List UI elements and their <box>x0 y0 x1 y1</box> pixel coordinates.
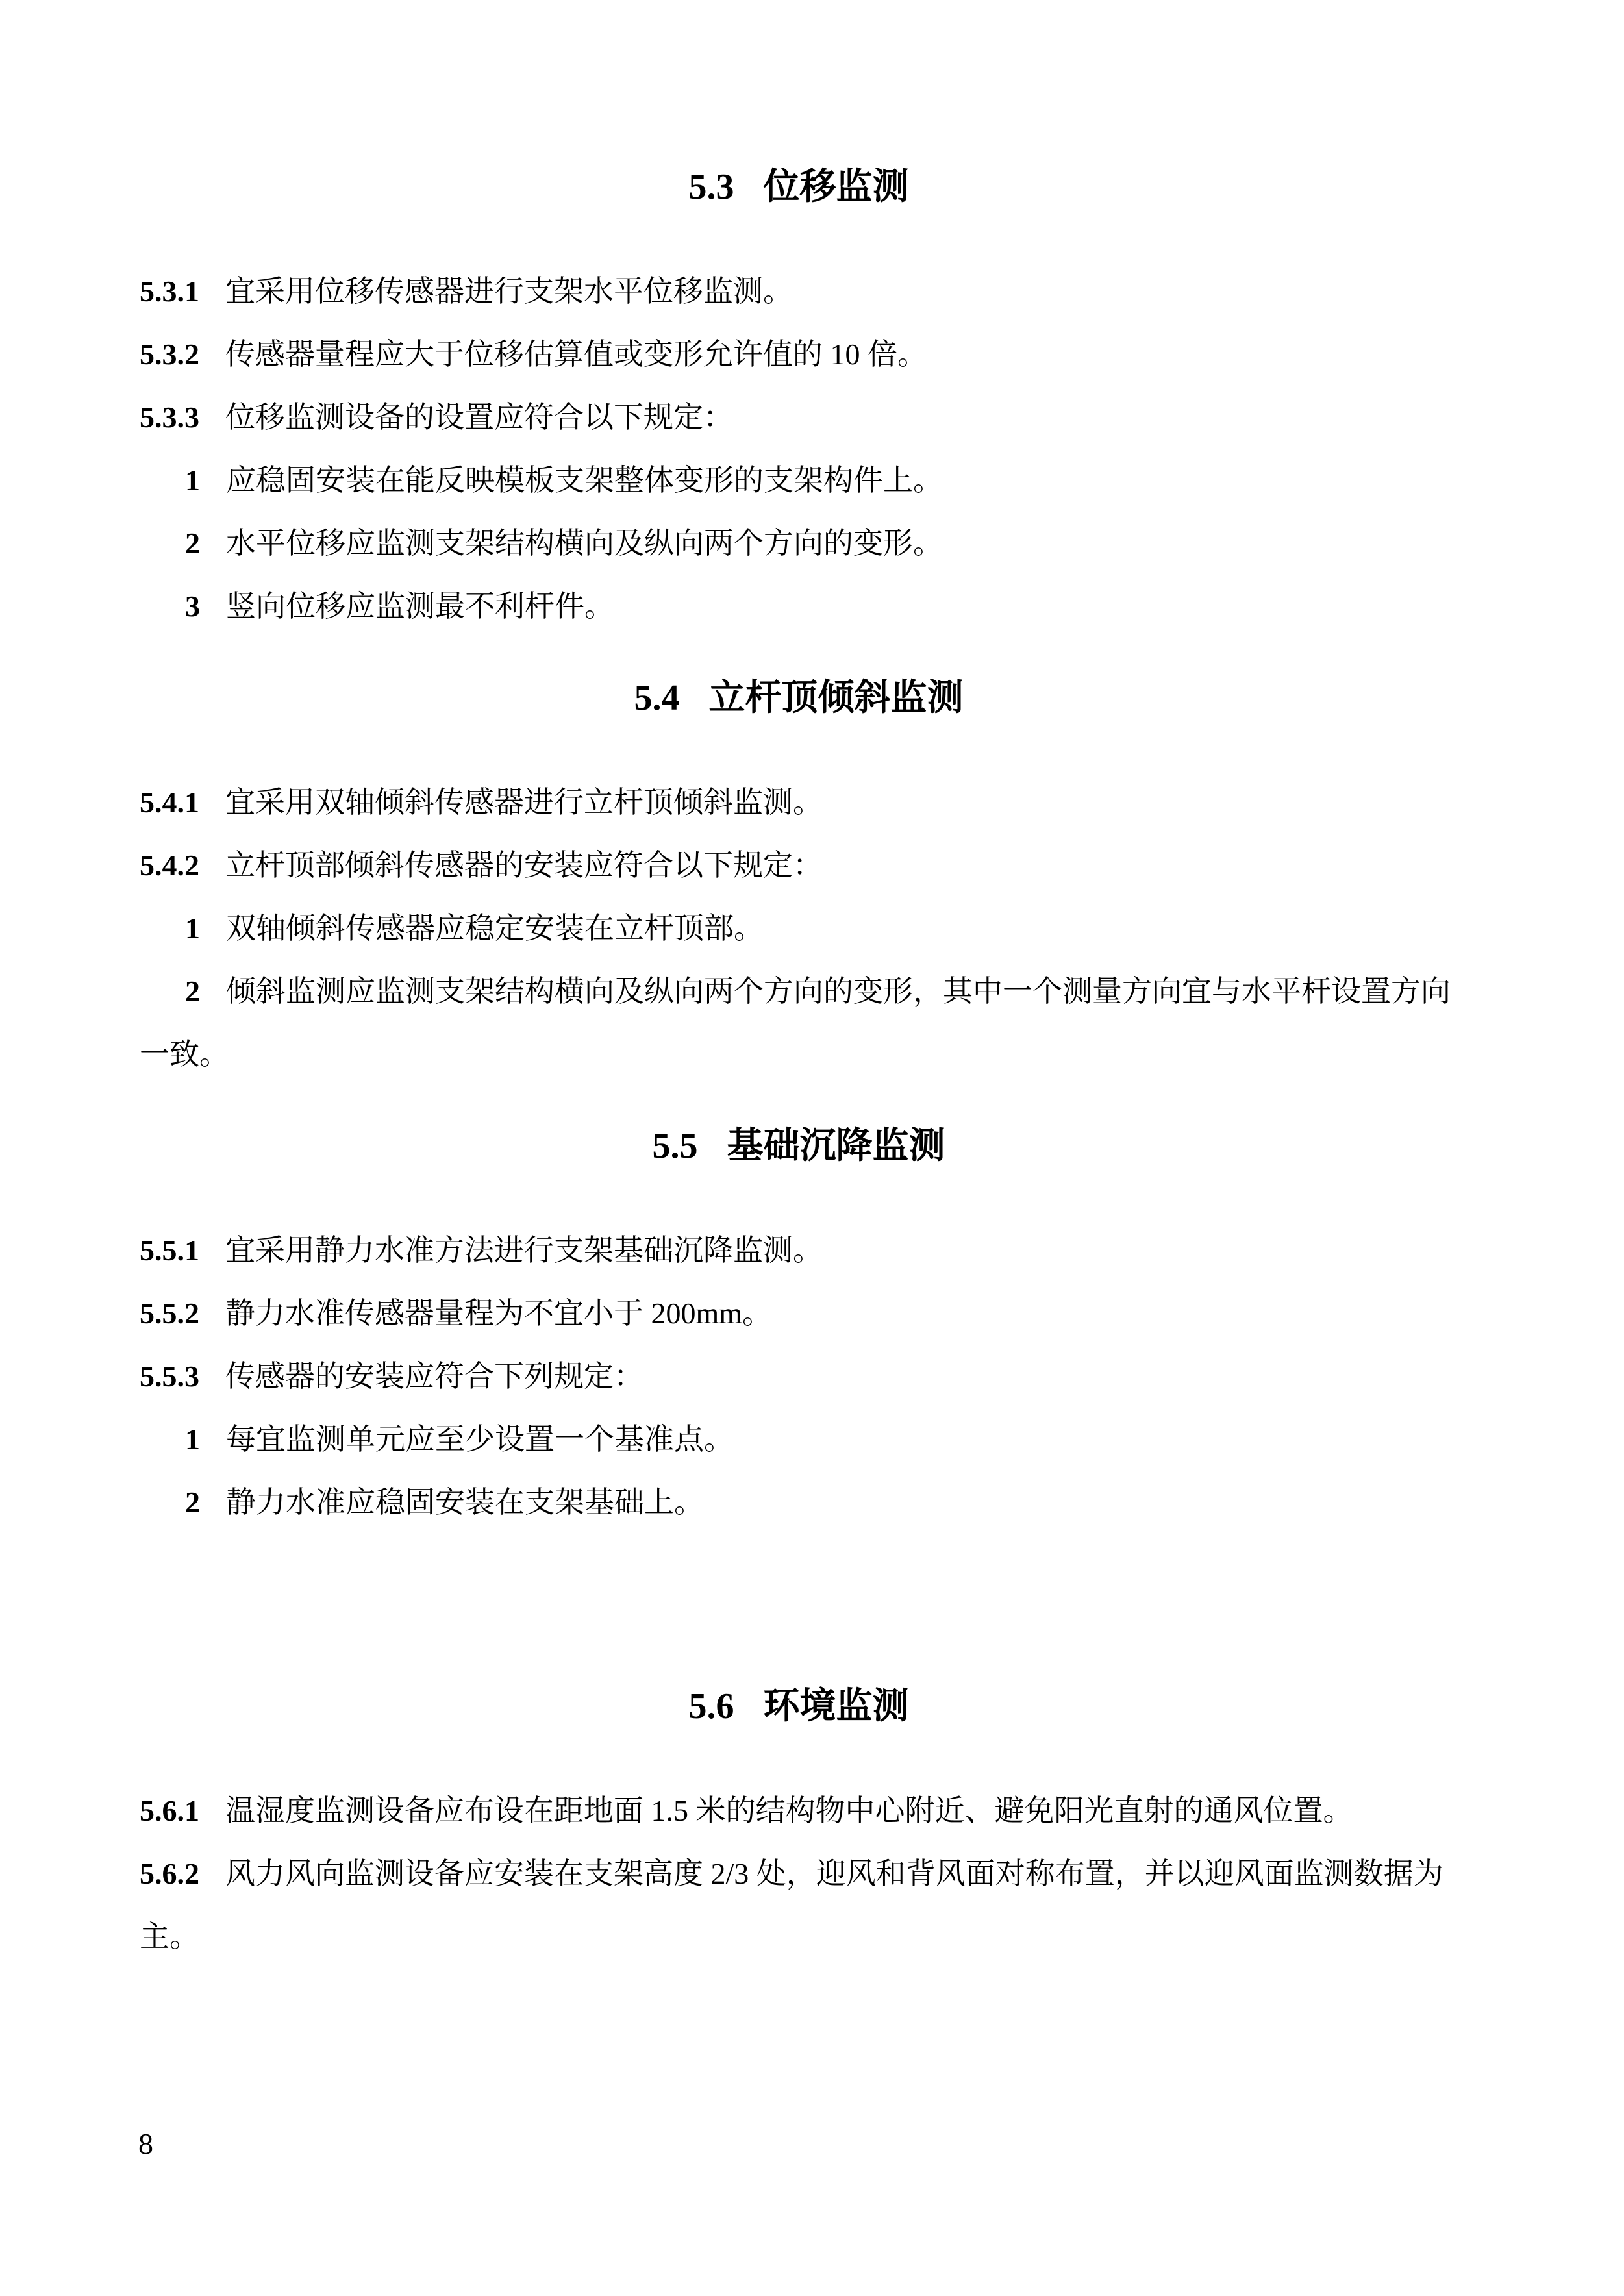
sub-item-text: 竖向位移应监测最不利杆件。 <box>226 590 614 623</box>
page-content <box>140 156 1458 1968</box>
sub-item-line <box>140 449 1458 512</box>
clause-text: 温湿度监测设备应布设在距地面 1.5 米的结构物中心附近、避免阳光直射的通风位置。 <box>225 1794 1353 1827</box>
clause-text: 传感器的安装应符合下列规定： <box>225 1360 643 1393</box>
clause-number: 5.4.1 <box>140 786 199 819</box>
clause-text: 位移监测设备的设置应符合以下规定： <box>225 401 733 434</box>
clause-line <box>140 771 1458 834</box>
clause-text: 传感器量程应大于位移估算值或变形允许值的 10 倍。 <box>225 338 927 371</box>
sub-item-number: 1 <box>185 1423 200 1456</box>
clause-text: 风力风向监测设备应安装在支架高度 2/3 处，迎风和背风面对称布置，并以迎风面监测数据为主。 <box>140 1857 1443 1953</box>
sub-item-line <box>140 1408 1458 1471</box>
section-number: 5.4 <box>634 678 680 718</box>
page-number: 8 <box>138 2127 153 2160</box>
clause-line <box>140 1219 1458 1282</box>
section-title: 位移监测 <box>763 167 909 207</box>
section-heading-5.3 <box>140 156 1458 219</box>
section-number: 5.3 <box>688 167 734 207</box>
sub-item-line <box>140 575 1458 638</box>
clause-line <box>140 386 1458 449</box>
clause-number: 5.3.1 <box>140 275 199 308</box>
section-title: 环境监测 <box>763 1686 909 1727</box>
clause-line <box>140 1345 1458 1408</box>
clause-line <box>140 1282 1458 1345</box>
clause-number: 5.5.2 <box>140 1297 199 1330</box>
sub-item-number: 1 <box>185 464 200 497</box>
clause-number: 5.5.3 <box>140 1360 199 1393</box>
clause-number: 5.6.1 <box>140 1794 199 1827</box>
sub-item-line <box>140 897 1458 960</box>
sub-item-number: 3 <box>185 590 200 623</box>
sub-item-text: 双轴倾斜传感器应稳定安装在立杆顶部。 <box>226 912 764 945</box>
sub-item-line <box>140 1471 1458 1534</box>
sub-item-text: 水平位移应监测支架结构横向及纵向两个方向的变形。 <box>226 527 943 560</box>
clause-line <box>140 1779 1458 1842</box>
clause-line <box>140 260 1458 323</box>
section-number: 5.5 <box>652 1126 698 1166</box>
sub-item-line <box>140 512 1458 575</box>
sub-item-line <box>140 960 1458 1086</box>
clause-line <box>140 834 1458 897</box>
clause-number: 5.3.2 <box>140 338 199 371</box>
section-title: 立杆顶倾斜监测 <box>708 678 964 718</box>
clause-text: 立杆顶部倾斜传感器的安装应符合以下规定： <box>225 849 823 882</box>
clause-text: 宜采用静力水准方法进行支架基础沉降监测。 <box>225 1234 823 1267</box>
section-heading-5.6 <box>140 1675 1458 1738</box>
sub-item-number: 2 <box>185 527 200 560</box>
section-number: 5.6 <box>688 1686 734 1727</box>
section-title: 基础沉降监测 <box>727 1126 945 1166</box>
clause-line <box>140 1842 1458 1968</box>
clause-text: 宜采用位移传感器进行支架水平位移监测。 <box>225 275 793 308</box>
section-heading-5.5 <box>140 1115 1458 1178</box>
clause-number: 5.3.3 <box>140 401 199 434</box>
clause-number: 5.6.2 <box>140 1857 199 1890</box>
clause-number: 5.4.2 <box>140 849 199 882</box>
section-heading-5.4 <box>140 667 1458 730</box>
sub-item-text: 倾斜监测应监测支架结构横向及纵向两个方向的变形，其中一个测量方向宜与水平杆设置方向一致。 <box>140 975 1451 1071</box>
clause-text: 静力水准传感器量程为不宜小于 200mm。 <box>225 1297 773 1330</box>
clause-line <box>140 323 1458 386</box>
sub-item-number: 2 <box>185 975 200 1008</box>
clause-text: 宜采用双轴倾斜传感器进行立杆顶倾斜监测。 <box>225 786 823 819</box>
sub-item-text: 应稳固安装在能反映模板支架整体变形的支架构件上。 <box>226 464 943 497</box>
sub-item-number: 1 <box>185 912 200 945</box>
sub-item-number: 2 <box>185 1486 200 1519</box>
clause-number: 5.5.1 <box>140 1234 199 1267</box>
sub-item-text: 静力水准应稳固安装在支架基础上。 <box>226 1486 704 1519</box>
sub-item-text: 每宜监测单元应至少设置一个基准点。 <box>226 1423 734 1456</box>
